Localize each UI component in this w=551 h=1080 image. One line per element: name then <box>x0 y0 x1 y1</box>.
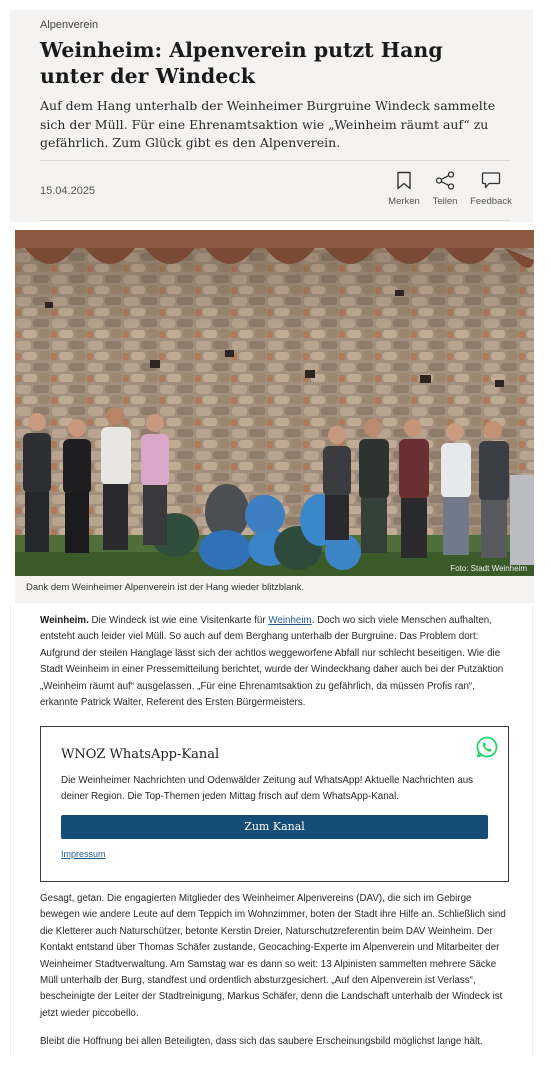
article-teaser: Auf dem Hang unterhalb der Weinheimer Burgruine Windeck sammelte sich der Müll. Für eine Ehrenamtsaktion wie „Weinheim räumt auf“ zu gefährlich. Zum Glück gibt es den Alpenverein. <box>40 98 496 150</box>
bookmark-icon <box>396 171 412 190</box>
paragraph-text: . Doch wo sich viele Menschen aufhalten, entsteht auch leider viel Müll. So auch auf dem Berghang unterhalb der Burgruine. Das Problem dort: Aufgrund der steilen Hanglage lässt sich der achtlos weggeworfene Abfall nur schlecht beseitigen. Wie die Stadt Weinheim in einer Pressemitteilung berichtet, wurde der Windeckhang daher auch bei der Putzaktion „Weinheim räumt auf“ ausgelassen. „Für eine Ehrenamtsaktion zu gefährlich, da müssen Profis ran“, erkannte Patrick Walter, Referent des Ersten Bürgermeisters. <box>40 615 504 709</box>
merken-label: Merken <box>388 196 420 207</box>
share-icon <box>435 171 455 190</box>
article-paragraph <box>40 613 510 711</box>
teilen-button[interactable] <box>432 171 458 207</box>
weinheim-link[interactable]: Weinheim <box>268 615 312 626</box>
impressum-link[interactable]: Impressum <box>61 849 106 859</box>
article-photo <box>15 230 534 576</box>
feedback-button[interactable] <box>470 171 512 207</box>
whatsapp-title: WNOZ WhatsApp-Kanal <box>61 747 220 762</box>
whatsapp-promo-box <box>40 726 509 882</box>
divider <box>40 160 510 161</box>
whatsapp-text: Die Weinheimer Nachrichten und Odenwälder Zeitung auf WhatsApp! Aktuelle Nachrichten aus deiner Region. Die Top-Themen jeden Mittag frisch auf dem WhatsApp-Kanal. <box>61 775 474 802</box>
article-date: 15.04.2025 <box>40 185 96 197</box>
feedback-label: Feedback <box>470 196 512 207</box>
volunteers-photo <box>15 230 534 576</box>
merken-button[interactable] <box>388 171 420 207</box>
whatsapp-icon <box>476 736 498 758</box>
article-paragraph: Bleibt die Hoffnung bei allen Beteiligten, dass sich das saubere Erscheinungsbild möglichst lange hält. <box>40 1036 483 1047</box>
article-paragraph: Gesagt, getan. Die engagierten Mitglieder des Weinheimer Alpenvereins (DAV), die sich im Gebirge bewegen wie andere Leute auf dem Teppich im Wohnzimmer, boten der Stadt ihre Hilfe an. Schließlich sind die Kletterer auch Naturschützer, betonte Kerstin Dreier, Naturschutzreferentin beim DAV Weinheim. Der Kontakt entstand über Thomas Schäfer zustande, Geocaching-Experte im Alpenverein und Mitarbeiter der Weinheimer Stadtverwaltung. Am Samstag war es dann so weit: 13 Alpinisten sammelten mehrere Säcke Müll unterhalb der Burg, standfest und ordentlich absturzgesichert. „Auf den Alpenverein ist Verlass“, bescheinigte der Leiter der Stadtreinigung, Markus Schäfer, denn die Landschaft unterhalb der Windeck ist jetzt wieder piccobello. <box>40 893 506 1019</box>
article-headline: Weinheim: Alpenverein putzt Hang unter der Windeck <box>40 38 443 88</box>
photo-credit: Foto: Stadt Weinheim <box>450 564 527 573</box>
speech-bubble-icon <box>481 171 501 190</box>
teilen-label: Teilen <box>432 196 458 207</box>
photo-caption: Dank dem Weinheimer Alpenverein ist der Hang wieder blitzblank. <box>26 582 305 593</box>
dateline: Weinheim. <box>40 615 89 626</box>
photo-caption-bar <box>15 576 534 603</box>
divider <box>40 220 510 221</box>
article-header <box>10 10 533 222</box>
paragraph-text: Die Windeck ist wie eine Visitenkarte für <box>88 615 269 626</box>
zum-kanal-button[interactable]: Zum Kanal <box>61 815 488 839</box>
article-kicker: Alpenverein <box>40 19 99 31</box>
